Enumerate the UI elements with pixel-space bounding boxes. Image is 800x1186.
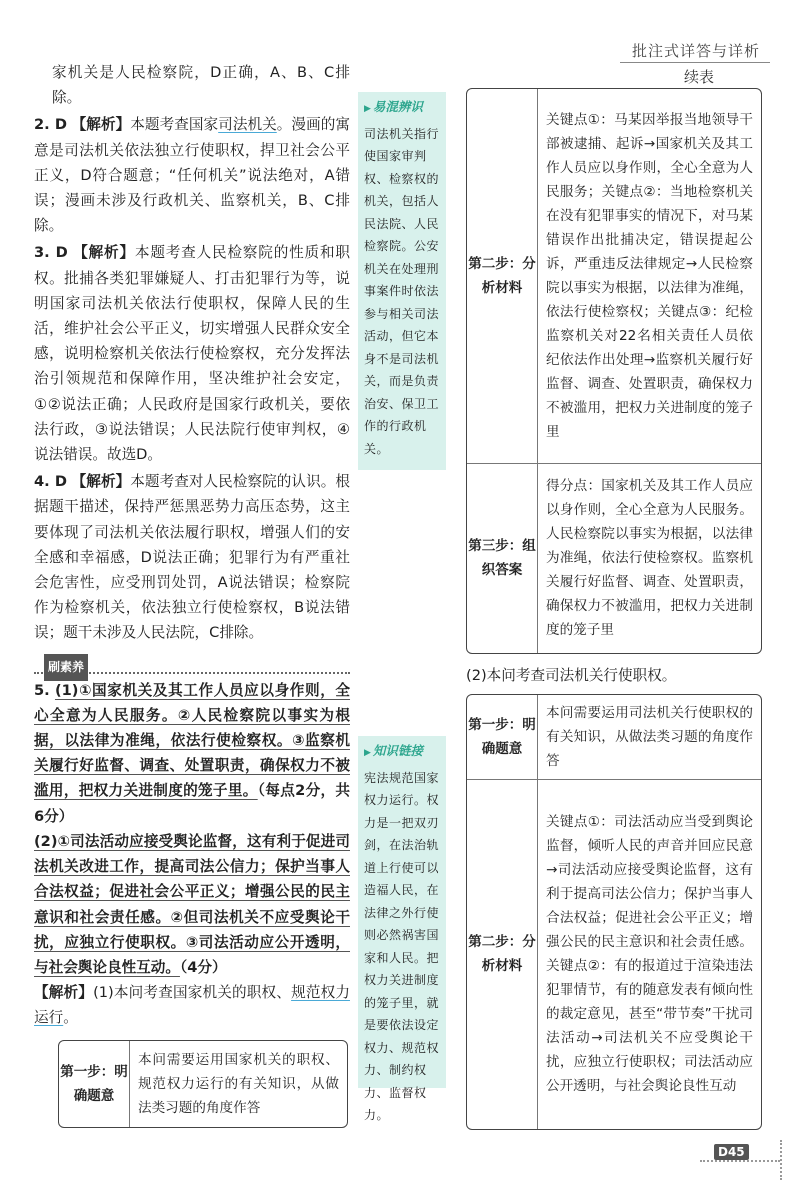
step-content: 得分点：国家机关及其工作人员应以身作则，全心全意为人民服务。人民检察院以事实为根据，以法律为准绳，依法行使检察权。监察机关履行好监督、调查、处置职责，确保权力不被滥用，把权力关进制度的笼子里	[538, 463, 762, 653]
section-divider	[34, 654, 350, 674]
sidebar-knowledge-link	[358, 736, 446, 1122]
table-row	[59, 1041, 347, 1127]
step-head: 第一步：明确题意	[467, 695, 538, 779]
q5-score-1: （每点2分，共6分）	[34, 782, 350, 825]
sidebar-1-text: 司法机关指行使国家审判权、检察权的机关，包括人民法院、人民检察院。公安机关在处理刑事案件时依法参与相关司法活动，但它本身不是司法机关，而是负责治安、保卫工作的行政机关。	[364, 126, 440, 456]
question-3	[34, 240, 350, 467]
step-head: 第一步：明确题意	[59, 1041, 130, 1127]
q2-highlight: 司法机关	[218, 116, 277, 134]
step-table-left	[58, 1040, 348, 1128]
sidebar-2-title: ▶ 知识链接	[364, 740, 440, 765]
q5-analysis-tag: 【解析】	[34, 984, 94, 1002]
header-rule	[620, 62, 770, 63]
header-title: 批注式详答与详析	[631, 42, 760, 60]
q2-text-2: 。漫画的寓意是司法机关依法独立行使职权，捍卫社会公平正义，D符合题意；“任何机关”说法绝对，A错误；漫画未涉及行政机关、监察机关，B、C排除。	[34, 116, 350, 235]
table-row	[467, 779, 761, 1129]
q5-part-2	[34, 829, 350, 980]
sidebar-1-title: ▶ 易混辨识	[364, 96, 440, 121]
q3-tag: 【解析】	[73, 244, 135, 262]
intro-text: 家机关是人民检察院，D正确，A、B、C排除。	[52, 64, 350, 107]
q4-tag: 【解析】	[71, 473, 131, 491]
corner-dots-vertical	[780, 1140, 782, 1180]
table-row	[467, 695, 761, 779]
q3-number: 3. D	[34, 244, 68, 262]
q2-text-1: 本题考查国家	[130, 116, 219, 134]
q5-answer-1: (1)①国家机关及其工作人员应以身作则，全心全意为人民服务。②人民检察院以事实为根据，以法律为准绳，依法行使检察权。③监察机关履行好监督、调查、处置职责，确保权力不被滥用，把权力关进制度的笼子里。	[34, 681, 351, 800]
step-content: 关键点①：司法活动应当受到舆论监督，倾听人民的声音并回应民意→司法活动应接受舆论监督，这有利于提高司法公信力；保护当事人合法权益；促进社会公平正义；增强公民的民主意识和社会责任感。关键点②：有的报道过于渲染违法犯罪情节，有的随意发表有倾向性的裁定意见，甚至“带节奏”干扰司法活动→司法机关不应受舆论干扰，应独立行使职权；司法活动应公开透明，与社会舆论良性互动	[538, 779, 762, 1129]
q5-score-2: （4分）	[179, 958, 227, 976]
step-head: 第二步：分析材料	[467, 779, 538, 1129]
step-content: 本问需要运用国家机关的职权、规范权力运行的有关知识，从做法类习题的角度作答	[130, 1041, 348, 1127]
step-content: 关键点①：马某因举报当地领导干部被逮捕、起诉→国家机关及其工作人员应以身作则，全心全意为人民服务；关键点②：当地检察机关在没有犯罪事实的情况下，对马某错误作出批捕决定，错误提起公诉，严重违反法律规定→人民检察院以事实为根据，以法律为准绳，依法行使检察权；关键点③：纪检监察机关对22名相关责任人员依纪依法作出处理→监察机关履行好监督、调查、处置职责，确保权力不被滥用，把权力关进制度的笼子里	[538, 89, 762, 463]
step-content: 本问需要运用司法机关行使职权的有关知识，从做法类习题的角度作答	[538, 695, 762, 779]
q2-right-text: (2)本问考查司法机关行使职权。	[466, 667, 677, 684]
table-row	[467, 89, 761, 463]
sidebar-2-text: 宪法规范国家权力运行。权力是一把双刃剑，在法治轨道上行使可以造福人民，在法律之外行使则必然祸害国家和人民。把权力关进制度的笼子里，就是要依法设定权力、规范权力、制约权力、监督权力。	[364, 770, 440, 1122]
step-head: 第二步：分析材料	[467, 89, 538, 463]
q4-text: 本题考查对人民检察院的认识。根据题干描述，保持严惩黑恶势力高压态势，这主要体现了司法机关依法履行职权，增强人们的安全感和幸福感，D说法正确；犯罪行为有严重社会危害性，应受刑罚处罚，A说法错误；检察院作为检察机关，依法独立行使检察权，B说法错误；题干未涉及人民法院，C排除。	[34, 473, 350, 642]
step-table-right-top	[466, 88, 762, 654]
question-5	[34, 678, 350, 829]
table-row	[467, 463, 761, 653]
q4-number: 4. D	[34, 473, 67, 491]
q5-analysis-text-1: (1)本问考查国家机关的职权、	[93, 984, 292, 1002]
step-head: 第三步：组织答案	[467, 463, 538, 653]
q5-analysis-text-2: 。	[63, 1009, 78, 1027]
step-table-right-bottom	[466, 694, 762, 1130]
q5-analysis	[34, 980, 350, 1030]
page-number: D45	[714, 1144, 749, 1160]
corner-dots-horizontal	[700, 1160, 780, 1162]
continued-label: 续表	[683, 68, 714, 86]
question-4	[34, 469, 350, 645]
question-2	[34, 112, 350, 238]
section-label: 刷素养	[44, 654, 88, 681]
q3-text: 本题考查人民检察院的性质和职权。批捕各类犯罪嫌疑人、打击犯罪行为等，说明国家司法机关依法行使职权，保障人民的生活，维护社会公平正义，切实增强人民群众安全感，说明检察机关依法行使检察权，充分发挥法治引领规范和保障作用，坚决维护社会安定，①②说法正确；人民政府是国家行政机关，要依法行政，③说法错误；人民法院行使审判权，④说法错误。故选D。	[34, 244, 350, 464]
q5-analysis-highlight: 规范权力运行	[34, 984, 350, 1027]
q5-number: 5.	[34, 681, 50, 699]
q2-tag: 【解析】	[71, 116, 131, 134]
left-column	[34, 60, 350, 1031]
q5-answer-2: (2)①司法活动应接受舆论监督，这有利于促进司法机关改进工作，提高司法公信力；保护当事人合法权益；促进社会公平正义；增强公民的民主意识和社会责任感。②但司法机关不应受舆论干扰，应独立行使职权。③司法活动应公开透明，与社会舆论良性互动。	[34, 832, 350, 976]
q2-number: 2. D	[34, 116, 67, 134]
sidebar-confusion-note	[358, 92, 446, 470]
